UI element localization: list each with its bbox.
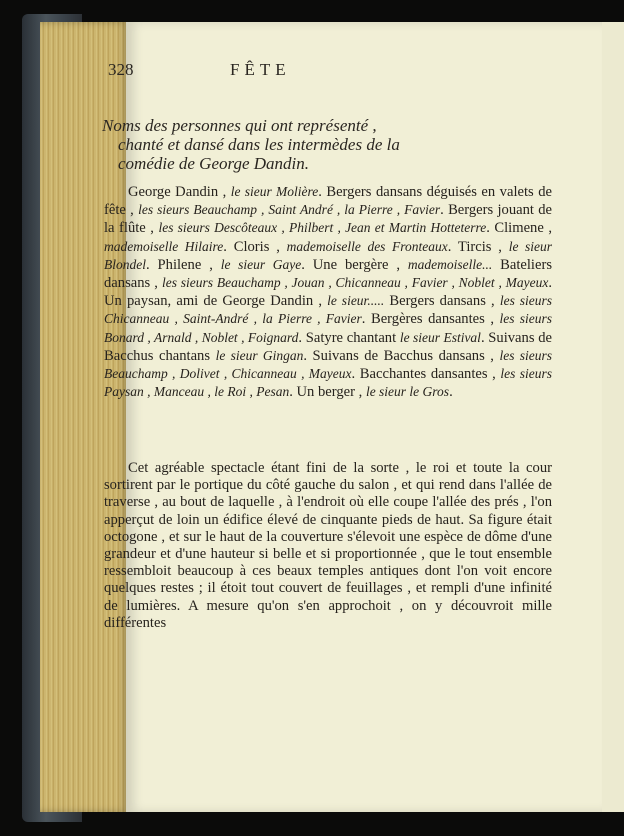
cast-role-text: . Cloris , <box>223 238 287 255</box>
cast-performer: le sieur Blondel <box>104 238 552 272</box>
cast-role-text: . Bergers jouant de la flûte , <box>104 202 552 237</box>
cast-performer: mademoiselle... <box>407 256 493 272</box>
section-heading <box>102 116 562 173</box>
cast-performer: mademoiselle des Fronteaux <box>286 238 448 254</box>
cast-role-text: . Bergers dansans déguisés en valets de fête , <box>104 184 552 219</box>
cast-list <box>104 183 552 401</box>
cast-performer: les sieurs Beauchamp , Dolivet , Chicanneau , Mayeux <box>104 347 553 382</box>
cast-role-text: . <box>449 384 453 401</box>
cast-role-text: . Satyre chantant <box>298 329 400 346</box>
cast-role-text: . Suivans de Bacchus dansans , <box>303 347 500 364</box>
heading-line: Noms des personnes qui ont représenté , <box>102 116 377 135</box>
page-header: FÊTE <box>230 60 291 79</box>
cast-role-text: . Un paysan, ami de George Dandin , <box>104 275 552 310</box>
cast-role-text: George Dandin , <box>128 184 231 200</box>
cast-role-text: Bateliers dansans , <box>104 256 552 292</box>
cast-performer: le sieur le Gros <box>365 384 450 400</box>
cast-performer: les sieurs Beauchamp , Saint André , la Pierre , Favier <box>138 202 441 218</box>
heading-line: chanté et dansé dans les intermèdes de la <box>118 135 400 154</box>
running-head <box>108 60 428 84</box>
cast-role-text: . Philene , <box>146 256 221 273</box>
cast-performer: mademoiselle Hilaire <box>104 238 224 254</box>
heading-line: comédie de George Dandin. <box>118 154 310 173</box>
cast-role-text: . Bergères dansantes , <box>361 311 500 328</box>
cast-performer: le sieur Gaye <box>220 256 302 272</box>
cast-performer: le sieur..... <box>327 293 385 309</box>
cast-role-text: . Tircis , <box>447 238 509 255</box>
cast-performer: les sieurs Bonard , Arnald , Noblet , Foignard <box>104 311 553 345</box>
cast-performer: les sieurs Paysan , Manceau , le Roi , Pesan <box>104 366 552 400</box>
cast-performer: le sieur Gingan <box>215 347 304 363</box>
cast-role-text: . Une bergère , <box>301 256 408 273</box>
cast-performer: les sieurs Beauchamp , Jouan , Chicanneau , Favier , Noblet , Mayeux <box>162 275 549 291</box>
description-text <box>104 460 552 632</box>
page-number: 328 <box>108 60 134 79</box>
cast-performer: les sieurs Descôteaux , Philbert , Jean et Martin Hotteterre <box>158 220 487 236</box>
cast-performer: le sieur Molière <box>230 184 319 199</box>
cast-performer: le sieur Estival <box>399 329 481 345</box>
cast-role-text: . Bacchantes dansantes , <box>351 366 501 383</box>
cast-role-text: . Suivans de Bacchus chantans <box>104 329 552 364</box>
cast-paragraph <box>104 183 552 401</box>
cast-role-text: . Climene , <box>486 220 552 237</box>
cast-role-text: . Un berger , <box>289 384 366 401</box>
cast-role-text: Bergers dansans , <box>384 293 500 310</box>
description-paragraph: Cet agréable spectacle étant fini de la sorte , le roi et toute la cour sortirent par le portique du côté gauche du salon , et qui rend dans l'allée de traverse , au bout de laquelle , à l'endroit où elle coupe l'allée des prés , l'on apperçut de loin un édifice élevé de cinquante pieds de haut. Sa figure était octogone , et sur le haut de la couverture s'élevoit une espèce de dôme d'une grandeur et d'une hauteur si belle et si proportionnée , que le tout ensemble ressembloit beaucoup à ces beaux temples antiques dont l'on voit encore quelques restes ; il étoit tout couvert de feuillages , et rempli d'une infinité de lumières. A mesure qu'on s'en approchoit , on y découvroit mille différentes <box>104 460 552 631</box>
cast-performer: les sieurs Chicanneau , Saint-André , la Pierre , Favier <box>104 293 553 327</box>
